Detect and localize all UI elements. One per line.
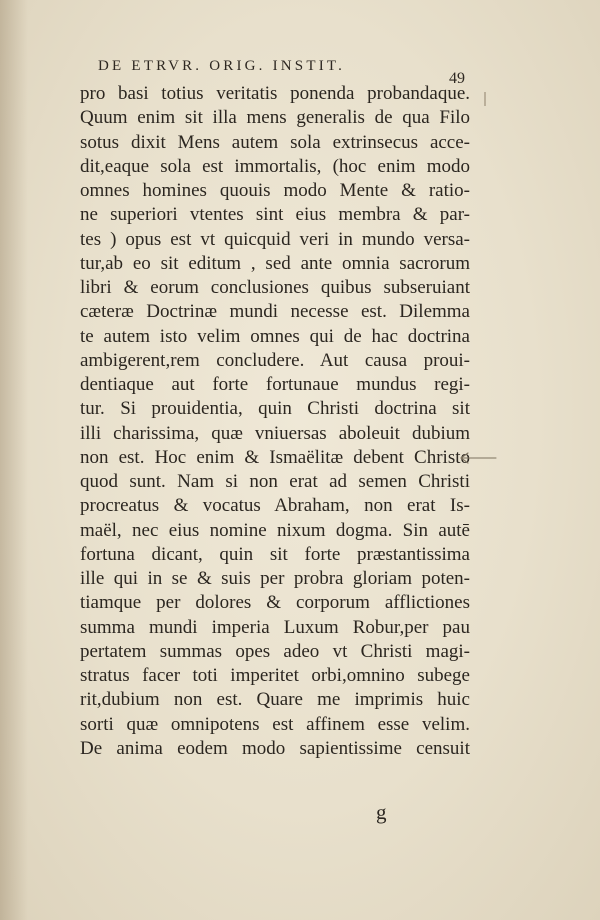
main-text-block xyxy=(80,82,470,761)
marginal-arrow-icon xyxy=(458,452,498,464)
folio-number: 49 xyxy=(449,70,465,87)
text-line: tes ) opus est vt quicquid veri in mundo versa- xyxy=(80,228,470,250)
text-line: illi charissima, quæ vniuersas aboleuit dubium xyxy=(80,422,470,444)
text-line: quod sunt. Nam si non erat ad semen Christi xyxy=(80,471,470,492)
text-line: non est. Hoc enim & Ismaëlitæ debent Christo xyxy=(80,446,470,468)
text-line: cæteræ Doctrinæ mundi necesse est. Dilemma xyxy=(80,301,470,323)
text-line: stratus facer toti imperitet orbi,omnino subege xyxy=(80,665,470,686)
text-line: sorti quæ omnipotens est affinem esse velim. xyxy=(80,713,470,735)
text-line: tiamque per dolores & corporum afflictiones xyxy=(80,592,470,614)
text-line: maël, nec eius nomine nixum dogma. Sin autē xyxy=(80,519,470,541)
marginal-pencil-mark xyxy=(484,92,486,106)
text-line: summa mundi imperia Luxum Robur,per pau xyxy=(80,616,470,638)
catchword: g xyxy=(376,800,387,824)
text-line: tur. Si prouidentia, quin Christi doctrina sit xyxy=(80,398,470,420)
text-line: De anima eodem modo sapientissime censuit xyxy=(80,737,470,759)
text-line: pertatem summas opes adeo vt Christi magi- xyxy=(80,640,470,662)
text-line: dit,eaque sola est immortalis, (hoc enim modo xyxy=(80,155,470,177)
text-line: te autem isto velim omnes qui de hac doctrina xyxy=(80,325,470,347)
text-line: pro basi totius veritatis ponenda probandaque. xyxy=(80,83,470,104)
text-line: omnes homines quouis modo Mente & ratio- xyxy=(80,180,470,201)
text-line: libri & eorum conclusiones quibus subseruiant xyxy=(80,277,470,298)
text-line: sotus dixit Mens autem sola extrinsecus acce- xyxy=(80,131,470,153)
text-line: fortuna dicant, quin sit forte præstantissima xyxy=(80,543,470,565)
text-line: procreatus & vocatus Abraham, non erat Is- xyxy=(80,495,470,517)
text-line: rit,dubium non est. Quare me imprimis huic xyxy=(80,689,470,711)
text-line: tur,ab eo sit editum , sed ante omnia sacrorum xyxy=(80,252,470,274)
text-line: ambigerent,rem concludere. Aut causa proui- xyxy=(80,349,470,371)
text-line: ne superiori vtentes sint eius membra & par- xyxy=(80,204,470,226)
gutter-shadow xyxy=(0,0,28,920)
text-line: Quum enim sit illa mens generalis de qua Filo xyxy=(80,107,470,129)
running-title: DE ETRVR. ORIG. INSTIT. xyxy=(98,58,346,74)
text-line: ille qui in se & suis per probra gloriam poten- xyxy=(80,568,470,589)
text-line: dentiaque aut forte fortunaue mundus regi- xyxy=(80,374,470,395)
